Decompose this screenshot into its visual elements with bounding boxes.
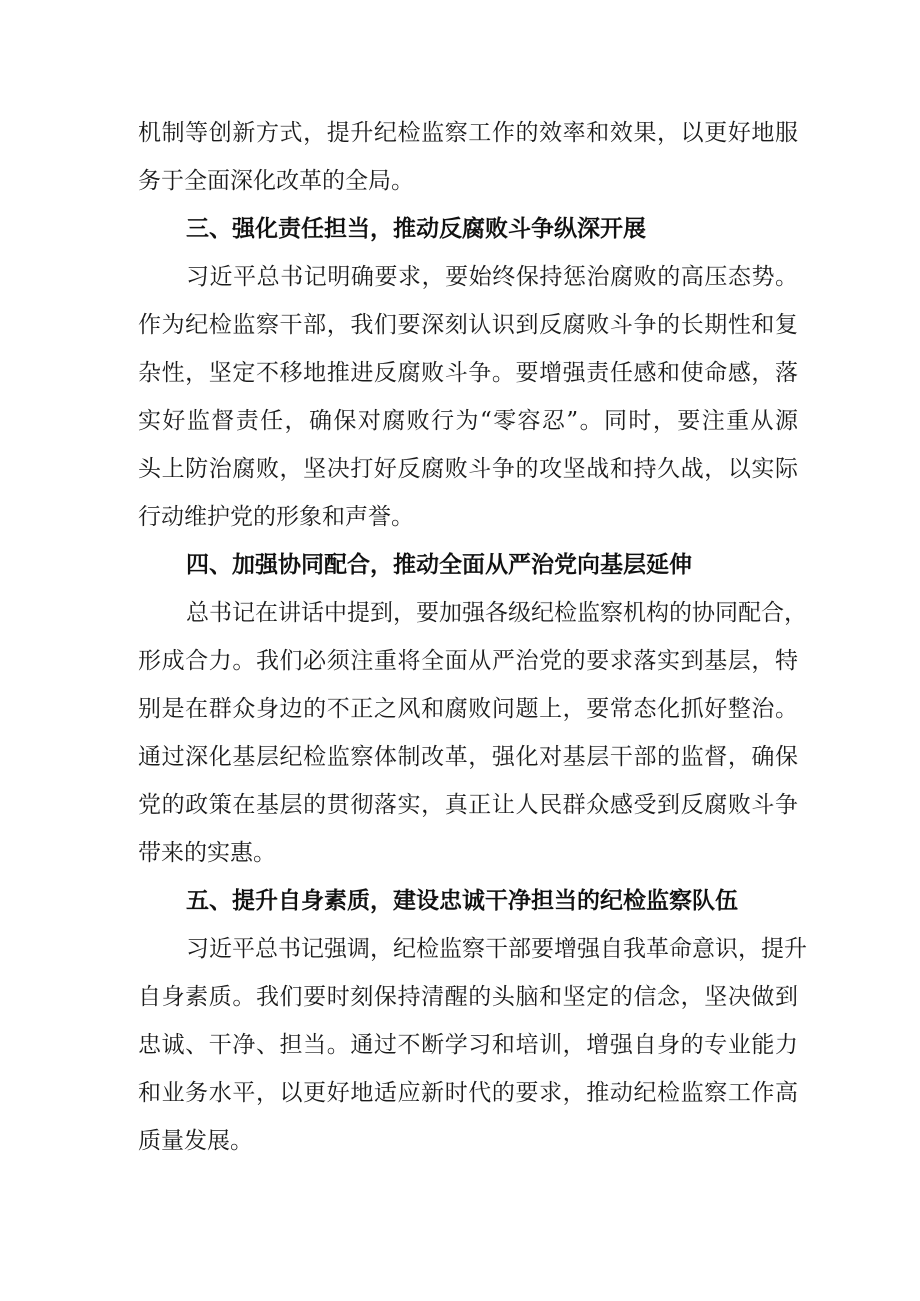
paragraph-line: 务于全面深化改革的全局。 [138,168,414,194]
paragraph-line: 头上防治腐败，坚决打好反腐败斗争的攻坚战和持久战，以实际 [138,456,798,482]
paragraph-line: 作为纪检监察干部，我们要深刻认识到反腐败斗争的长期性和复 [138,312,798,338]
paragraph-line: 总书记在讲话中提到，要加强各级纪检监察机构的协同配合， [186,600,807,626]
paragraph-line: 自身素质。我们要时刻保持清醒的头脑和坚定的信念，坚决做到 [138,984,798,1010]
paragraph-line: 习近平总书记强调，纪检监察干部要增强自我革命意识，提升 [186,936,807,962]
paragraph-line: 党的政策在基层的贯彻落实，真正让人民群众感受到反腐败斗争 [138,792,798,818]
paragraph-line: 通过深化基层纪检监察体制改革，强化对基层干部的监督，确保 [138,744,798,770]
section-heading-5: 五、提升自身素质，建设忠诚干净担当的纪检监察队伍 [186,888,738,914]
paragraph-line: 习近平总书记明确要求，要始终保持惩治腐败的高压态势。 [186,264,798,290]
paragraph-line: 带来的实惠。 [138,840,276,866]
paragraph-line: 别是在群众身边的不正之风和腐败问题上，要常态化抓好整治。 [138,696,798,722]
paragraph-line: 质量发展。 [138,1128,253,1154]
paragraph-line: 忠诚、干净、担当。通过不断学习和培训，增强自身的专业能力 [138,1032,798,1058]
paragraph-line: 行动维护党的形象和声誉。 [138,504,414,530]
paragraph-line: 杂性，坚定不移地推进反腐败斗争。要增强责任感和使命感，落 [138,360,798,386]
section-heading-4: 四、加强协同配合，推动全面从严治党向基层延伸 [186,552,692,578]
paragraph-line: 和业务水平，以更好地适应新时代的要求，推动纪检监察工作高 [138,1080,798,1106]
paragraph-line: 机制等创新方式，提升纪检监察工作的效率和效果，以更好地服 [138,120,798,146]
section-heading-3: 三、强化责任担当，推动反腐败斗争纵深开展 [186,216,646,242]
paragraph-line: 形成合力。我们必须注重将全面从严治党的要求落实到基层，特 [138,648,798,674]
paragraph-line: 实好监督责任，确保对腐败行为“零容忍”。同时，要注重从源 [138,408,798,434]
